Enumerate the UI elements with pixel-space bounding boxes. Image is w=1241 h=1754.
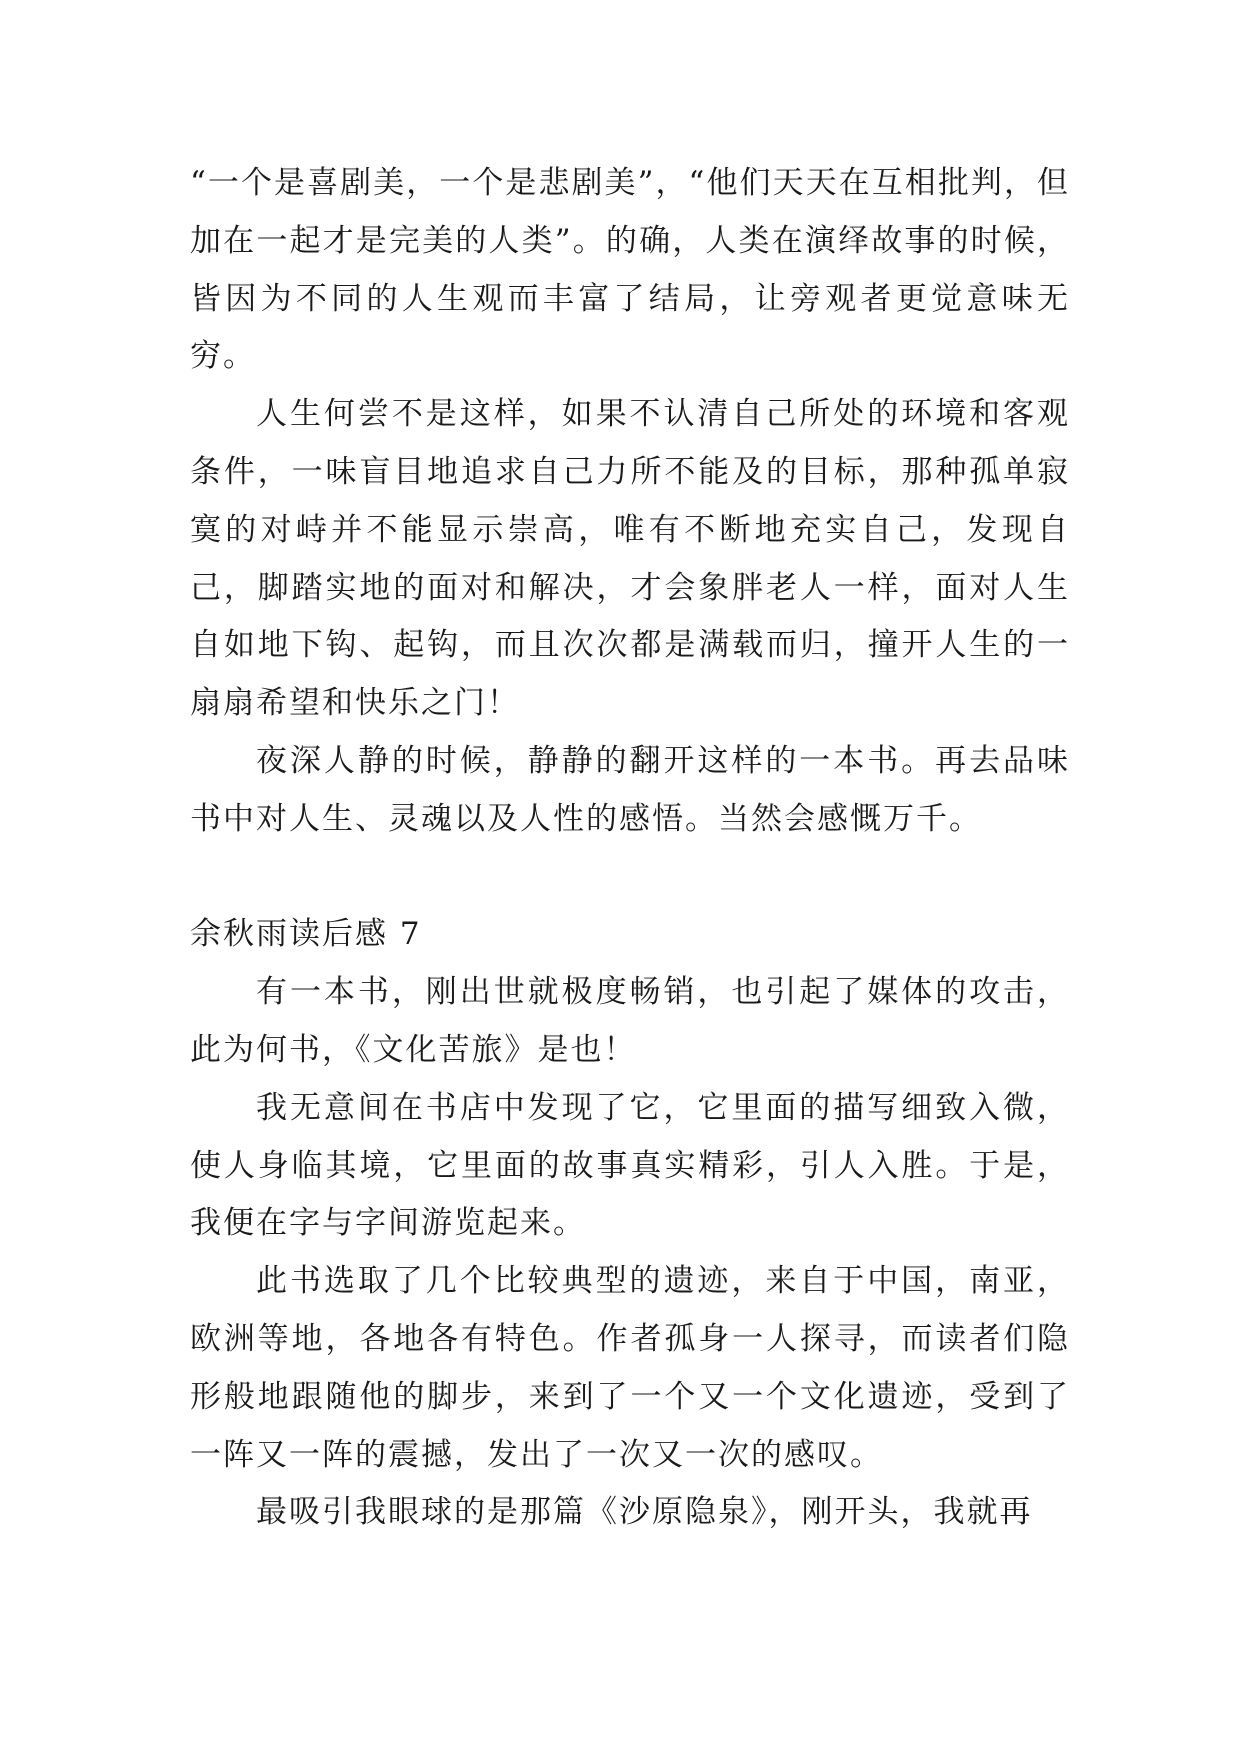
section-heading: 余秋雨读后感 7 xyxy=(190,916,422,953)
paragraph: 有一本书，刚出世就极度畅销，也引起了媒体的攻击，此为何书，《文化苦旅》是也！ xyxy=(190,974,1070,1068)
paragraph: “一个是喜剧美，一个是悲剧美”，“他们天天在互相批判，但加在一起才是完美的人类”。的确，人类在演绎故事的时候，皆因为不同的人生观而丰富了结局，让旁观者更觉意味无穷。 xyxy=(190,165,1070,375)
paragraph-spacer xyxy=(190,849,1070,907)
paragraph: 我无意间在书店中发现了它，它里面的描写细致入微，使人身临其境，它里面的故事真实精彩，引人入胜。于是，我便在字与字间游览起来。 xyxy=(190,1089,1070,1242)
paragraph: 人生何尝不是这样，如果不认清自己所处的环境和客观条件，一味盲目地追求自己力所不能及的目标，那种孤单寂寞的对峙并不能显示崇高，唯有不断地充实自己，发现自己，脚踏实地的面对和解决，才会象胖老人一样，面对人生自如地下钩、起钩，而且次次都是满载而归，撞开人生的一扇扇希望和快乐之门！ xyxy=(190,396,1070,722)
paragraph: 夜深人静的时候，静静的翻开这样的一本书。再去品味书中对人生、灵魂以及人性的感悟。当然会感慨万千。 xyxy=(190,742,1070,837)
paragraph: 最吸引我眼球的是那篇《沙原隐泉》，刚开头，我就再 xyxy=(256,1494,1033,1531)
paragraph: 此书选取了几个比较典型的遗迹，来自于中国，南亚，欧洲等地，各地各有特色。作者孤身一人探寻，而读者们隐形般地跟随他的脚步，来到了一个又一个文化遗迹，受到了一阵又一阵的震撼，发出了一次又一次的感叹。 xyxy=(190,1263,1070,1473)
document-body xyxy=(190,155,1070,1542)
